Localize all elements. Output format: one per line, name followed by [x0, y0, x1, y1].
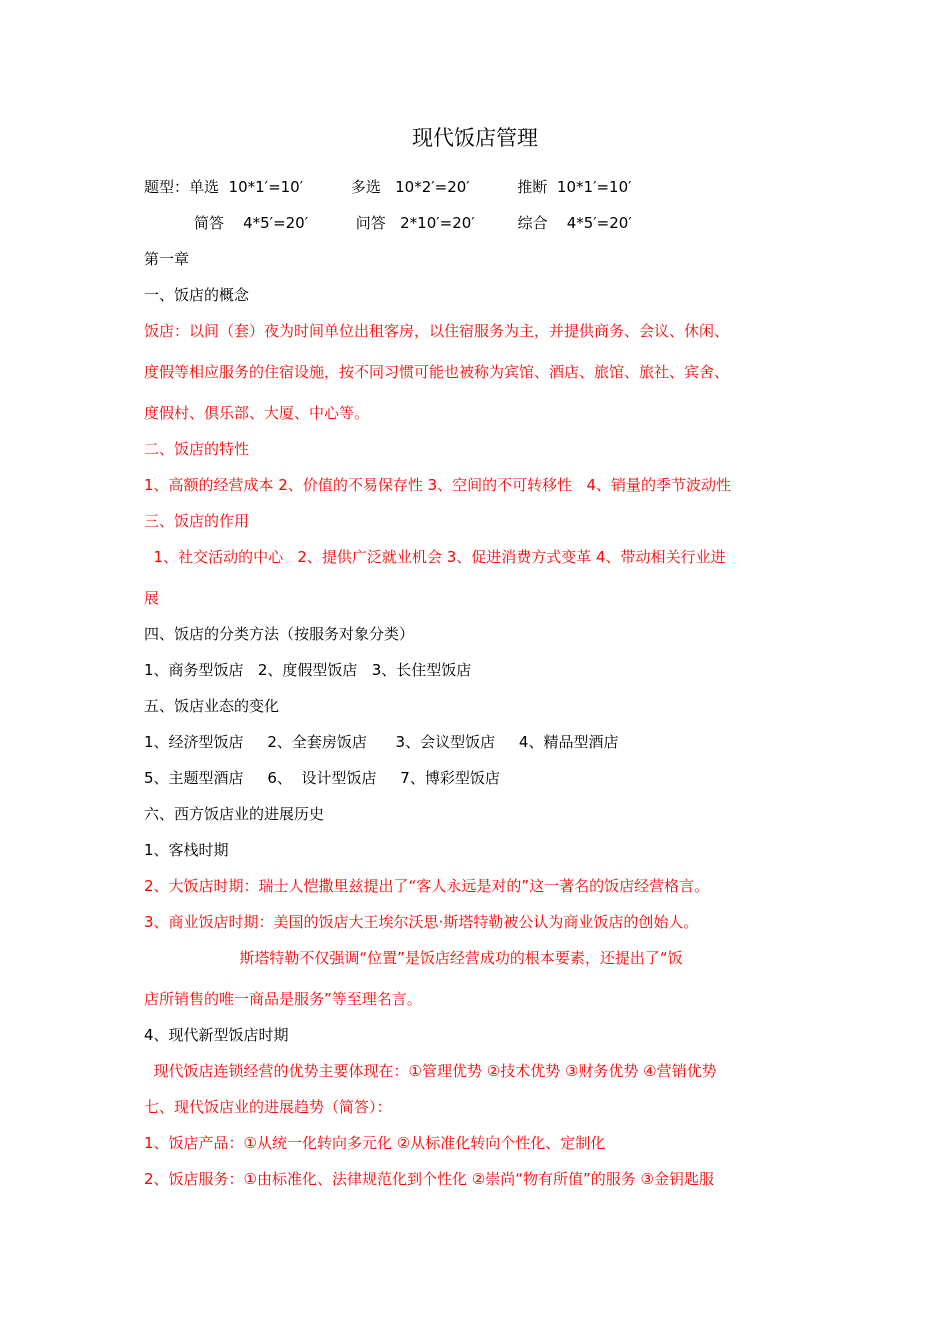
section-5-text-line: 5、主题型酒店 6、 设计型饭店 7、博彩型饭店: [144, 769, 500, 787]
chapter-heading: 第一章: [144, 250, 190, 268]
section-5-text-line: 1、经济型饭店 2、全套房饭店 3、会议型饭店 4、精品型酒店: [144, 733, 619, 751]
document-title: 现代饭店管理: [412, 126, 538, 150]
question-types-row-2: 简答 4*5′=20′ 问答 2*10′=20′ 综合 4*5′=20′: [194, 214, 632, 232]
question-types-row-1: 题型：单选 10*1′=10′ 多选 10*2′=20′ 推断 10*1′=10′: [144, 178, 632, 196]
section-3-text-line: 1、社交活动的中心 2、提供广泛就业机会 3、促进消费方式变革 4、带动相关行业进: [144, 548, 726, 566]
section-6-item: 3、商业饭店时期：美国的饭店大王埃尔沃思·斯塔特勒被公认为商业饭店的创始人。: [144, 913, 699, 931]
section-6-item-continued: 店所销售的唯一商品是服务”等至理名言。: [144, 990, 422, 1008]
section-5-heading: 五、饭店业态的变化: [144, 697, 280, 715]
section-7-item: 2、饭店服务：①由标准化、法律规范化到个性化 ②崇尚“物有所值”的服务 ③金钥匙服: [144, 1170, 714, 1188]
section-2-heading: 二、饭店的特性: [144, 440, 250, 458]
section-6-item: 1、客栈时期: [144, 841, 229, 859]
section-3-text-line: 展: [144, 589, 160, 607]
section-7-item: 1、饭店产品：①从统一化转向多元化 ②从标准化转向个性化、定制化: [144, 1134, 606, 1152]
section-6-item-continued: 斯塔特勒不仅强调“位置”是饭店经营成功的根本要素，还提出了“饭: [144, 949, 683, 967]
section-4-heading: 四、饭店的分类方法（按服务对象分类）: [144, 625, 415, 643]
section-6-heading: 六、西方饭店业的进展历史: [144, 805, 325, 823]
section-4-text: 1、商务型饭店 2、度假型饭店 3、长住型饭店: [144, 661, 472, 679]
section-1-heading: 一、饭店的概念: [144, 286, 250, 304]
section-6-item-detail: 现代饭店连锁经营的优势主要体现在：①管理优势 ②技术优势 ③财务优势 ④营销优势: [144, 1062, 717, 1080]
section-2-text: 1、高额的经营成本 2、价值的不易保存性 3、空间的不可转移性 4、销量的季节波动性: [144, 476, 732, 494]
section-1-text-line: 饭店：以间（套）夜为时间单位出租客房，以住宿服务为主，并提供商务、会议、休闲、: [144, 322, 730, 340]
section-6-item: 2、大饭店时期：瑞士人恺撒里兹提出了“客人永远是对的”这一著名的饭店经营格言。: [144, 877, 710, 895]
section-6-item: 4、现代新型饭店时期: [144, 1026, 289, 1044]
section-3-heading: 三、饭店的作用: [144, 512, 250, 530]
section-1-text-line: 度假等相应服务的住宿设施，按不同习惯可能也被称为宾馆、酒店、旅馆、旅社、宾舍、: [144, 363, 730, 381]
section-1-text-line: 度假村、俱乐部、大厦、中心等。: [144, 404, 370, 422]
section-7-heading: 七、现代饭店业的进展趋势（简答）：: [144, 1098, 392, 1116]
